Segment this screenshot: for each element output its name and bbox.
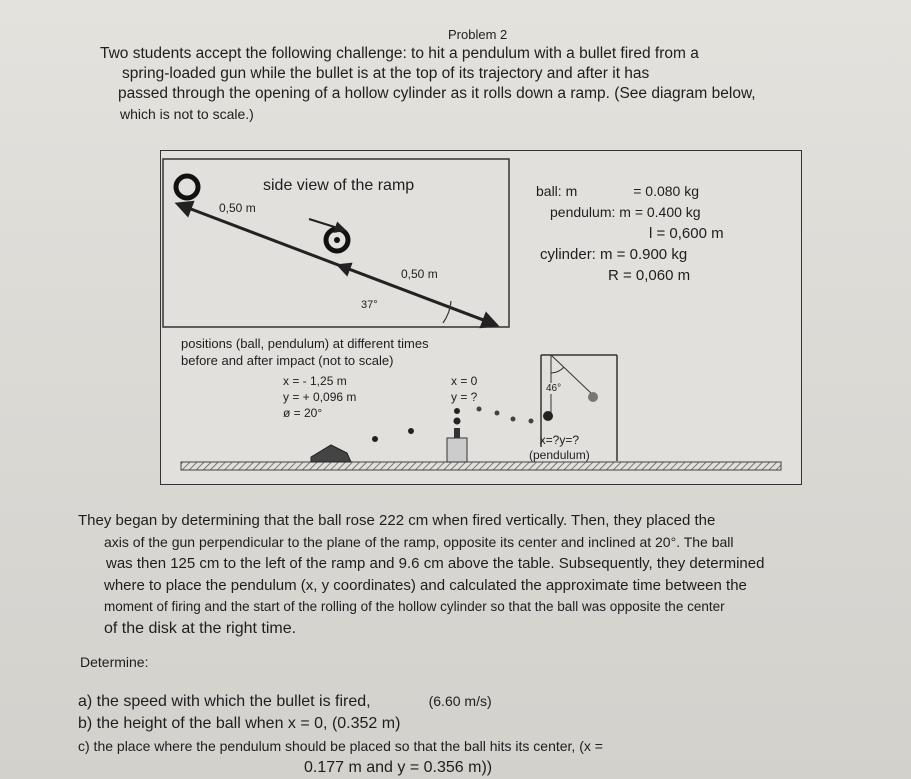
spring-gun [311, 445, 351, 462]
pendulum-mass-line: pendulum: m = 0.400 kg [550, 204, 701, 220]
pendulum-xy: x=?y=? [539, 433, 580, 447]
para-line: axis of the gun perpendicular to the plane of the ramp, opposite its center and inclined at 20°. The ball [104, 533, 734, 550]
pendulum-length-line: l = 0,600 m [649, 225, 724, 242]
answers-list [78, 690, 603, 779]
center-y: y = ? [451, 390, 478, 404]
ramp-angle-label: 37° [361, 299, 378, 311]
intro-line: spring-loaded gun while the bullet is at the top of its trajectory and after it has [122, 65, 650, 82]
caption-line: before and after impact (not to scale) [181, 353, 394, 368]
answer-b: b) the height of the ball when x = 0, (0.352 m) [78, 715, 401, 732]
start-x: x = - 1,25 m [283, 374, 347, 388]
arrow-to-cylinder [309, 219, 341, 229]
cylinder-center-dot [334, 237, 340, 243]
table-surface [181, 462, 781, 470]
ball-position [511, 417, 516, 422]
intro-line: Two students accept the following challenge: to hit a pendulum with a bullet fired from a [100, 45, 699, 62]
cylinder-radius-line: R = 0,060 m [608, 267, 691, 284]
ball-position [495, 411, 500, 416]
ball-at-center [454, 418, 461, 425]
cylinder-mass-line: cylinder: m = 0.900 kg [540, 246, 688, 263]
para-line: of the disk at the right time. [104, 619, 297, 637]
center-x: x = 0 [451, 374, 478, 388]
ball-position [454, 408, 460, 414]
hollow-cylinder-top [176, 176, 198, 198]
intro-line: passed through the opening of a hollow cylinder as it rolls down a ramp. (See diagram below, [118, 85, 756, 102]
pendulum-values [529, 433, 590, 463]
ball-position [408, 428, 414, 434]
ball-position [529, 419, 534, 424]
start-y: y = + 0,096 m [283, 390, 357, 404]
cylinder-stand [447, 438, 467, 462]
caption-line: positions (ball, pendulum) at different times [181, 336, 429, 351]
para-line: was then 125 cm to the left of the ramp and 9.6 cm above the table. Subsequently, they determined [106, 555, 765, 572]
center-values [451, 373, 477, 405]
stand-post [454, 428, 460, 438]
ball-position [372, 436, 378, 442]
pendulum-bob-swung [588, 392, 598, 402]
determine-label: Determine: [80, 654, 149, 670]
ramp-length-label-mid: 0,50 m [401, 267, 438, 281]
para-line: They began by determining that the ball rose 222 cm when fired vertically. Then, they placed the [78, 512, 716, 529]
para-line: where to place the pendulum (x, y coordinates) and calculated the approximate time between the [104, 576, 747, 594]
start-angle: ø = 20° [283, 406, 323, 420]
start-values [283, 373, 356, 421]
intro-text [100, 44, 756, 124]
ball-position [477, 407, 482, 412]
angle-arc-46 [551, 367, 564, 373]
problem-title: Problem 2 [448, 27, 508, 42]
side-view-title: side view of the ramp [263, 177, 415, 194]
ball-label: ball: m [536, 183, 578, 199]
pendulum-label: (pendulum) [529, 448, 590, 462]
intro-line: which is not to scale.) [120, 106, 254, 122]
answer-a: a) the speed with which the bullet is fired, [78, 693, 371, 710]
ball-mass-value: = 0.080 kg [633, 183, 700, 199]
pendulum-angle-label: 46° [546, 383, 562, 394]
answer-a-value: (6.60 m/s) [428, 693, 492, 709]
para-line: moment of firing and the start of the rolling of the hollow cylinder so that the ball was opposite the center [104, 599, 725, 614]
ball-mass-line [536, 181, 724, 202]
positions-caption [181, 335, 429, 369]
mass-data [536, 181, 724, 286]
answer-c: c) the place where the pendulum should be placed so that the ball hits its center, (x = [78, 738, 603, 754]
procedure-paragraph [78, 510, 764, 639]
diagram-figure [160, 150, 802, 485]
answer-a-line [78, 690, 603, 713]
answer-c-cont: 0.177 m and y = 0.356 m)) [304, 759, 493, 776]
ramp-length-label-top: 0,50 m [219, 201, 256, 215]
pendulum-bob-rest [543, 411, 553, 421]
